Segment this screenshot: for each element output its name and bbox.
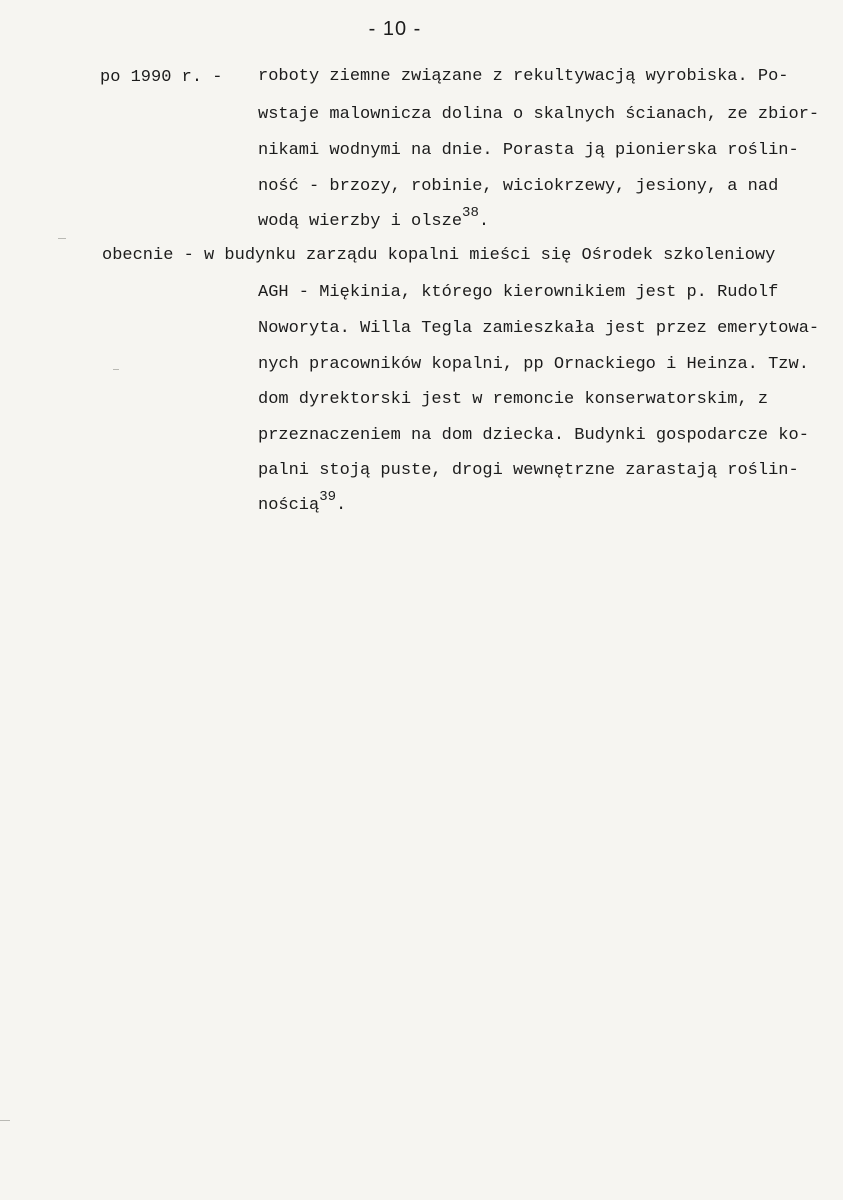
- text-line: nością: [258, 496, 320, 515]
- text-line: roboty ziemne związane z rekultywacją wyrobiska. Po-: [258, 67, 789, 86]
- text-line: ność - brzozy, robinie, wiciokrzewy, jesiony, a nad: [258, 177, 779, 196]
- scan-mark: [58, 238, 66, 239]
- text-line: dom dyrektorski jest w remoncie konserwatorskim, z: [258, 390, 769, 409]
- text-line: przeznaczeniem na dom dziecka. Budynki gospodarcze ko-: [258, 426, 809, 445]
- scan-mark: [113, 369, 119, 370]
- text-line: wstaje malownicza dolina o skalnych ścianach, ze zbior-: [258, 105, 820, 124]
- text-line: palni stoją puste, drogi wewnętrzne zarastają roślin-: [258, 461, 799, 480]
- text-line: nych pracowników kopalni, pp Ornackiego i Heinza. Tzw.: [258, 355, 809, 374]
- text-line: Noworyta. Willa Tegla zamieszkała jest przez emerytowa-: [258, 319, 820, 338]
- footnote-ref: 39: [319, 489, 337, 506]
- text-line: wodą wierzby i olsze: [258, 212, 463, 231]
- footnote-ref: 38: [462, 205, 479, 222]
- text-line: nikami wodnymi na dnie. Porasta ją pionierska roślin-: [258, 141, 799, 160]
- scan-mark: [0, 1120, 10, 1121]
- text-line-last: nością$^{39}$.: [258, 489, 347, 515]
- entry-label: obecnie - w budynku zarządu kopalni mieści się Ośrodek szkoleniowy: [102, 246, 776, 265]
- entry-label: po 1990 r. -: [100, 68, 223, 87]
- text-line-last: wodą wierzby i olsze$^{38}$.: [258, 205, 490, 231]
- page-number: - 10 -: [368, 18, 422, 40]
- text-line: AGH - Miękinia, którego kierownikiem jest p. Rudolf: [258, 283, 779, 302]
